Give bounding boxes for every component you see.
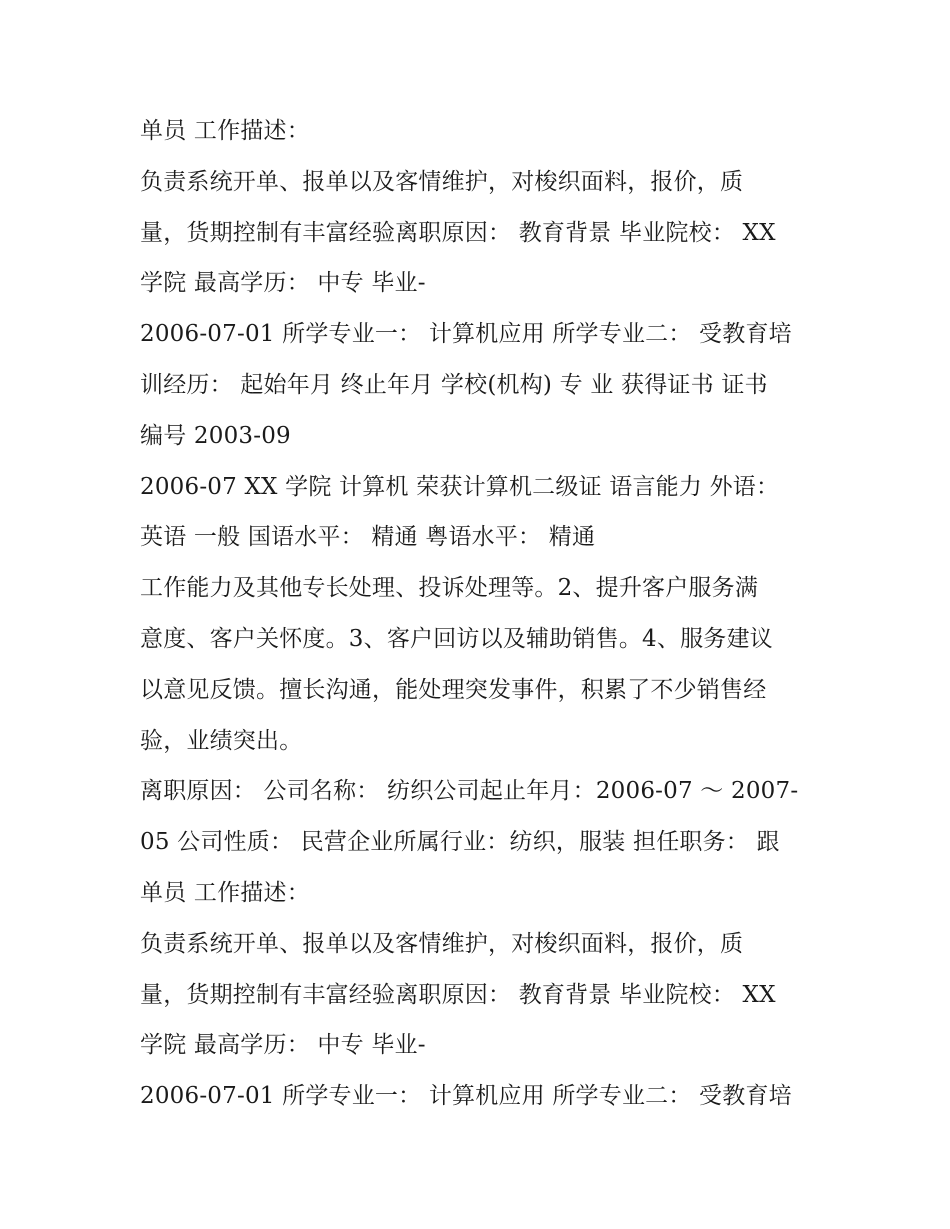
text-line: 量，货期控制有丰富经验离职原因： 教育背景 毕业院校： XX (140, 981, 776, 1008)
text-line: 单员 工作描述： (140, 879, 310, 906)
text-line: 2006-07-01 所学专业一： 计算机应用 所学专业二： 受教育培 (140, 1083, 792, 1110)
text-line: 单员 工作描述： (140, 118, 310, 144)
text-line: 工作能力及其他专长处理、投诉处理等。2、提升客户服务满 (140, 575, 759, 602)
text-line: 验，业绩突出。 (140, 727, 303, 754)
text-line: 负责系统开单、报单以及客情维护，对梭织面料，报价，质 (140, 930, 744, 957)
text-line: 2006-07-01 所学专业一： 计算机应用 所学专业二： 受教育培 (140, 321, 792, 348)
text-line: 负责系统开单、报单以及客情维护，对梭织面料，报价，质 (140, 168, 744, 195)
document-body (140, 106, 820, 1122)
text-line: 训经历： 起始年月 终止年月 学校(机构) 专 业 获得证书 证书 (140, 371, 768, 398)
text-line: 以意见反馈。擅长沟通，能处理突发事件，积累了不少销售经 (140, 676, 767, 703)
text-line: 学院 最高学历： 中专 毕业- (140, 270, 426, 297)
text-line: 离职原因： 公司名称： 纺织公司起止年月：2006-07 ～ 2007- (140, 778, 799, 805)
text-line: 学院 最高学历： 中专 毕业- (140, 1032, 426, 1059)
text-line: 05 公司性质： 民营企业所属行业：纺织，服装 担任职务： 跟 (140, 829, 780, 856)
text-line: 量，货期控制有丰富经验离职原因： 教育背景 毕业院校： XX (140, 219, 776, 246)
text-line: 意度、客户关怀度。3、客户回访以及辅助销售。4、服务建议 (140, 625, 773, 652)
text-line: 英语 一般 国语水平： 精通 粤语水平： 精通 (140, 524, 596, 551)
text-line: 编号 2003-09 (140, 422, 291, 449)
text-line: 2006-07 XX 学院 计算机 荣获计算机二级证 语言能力 外语： (140, 473, 780, 500)
